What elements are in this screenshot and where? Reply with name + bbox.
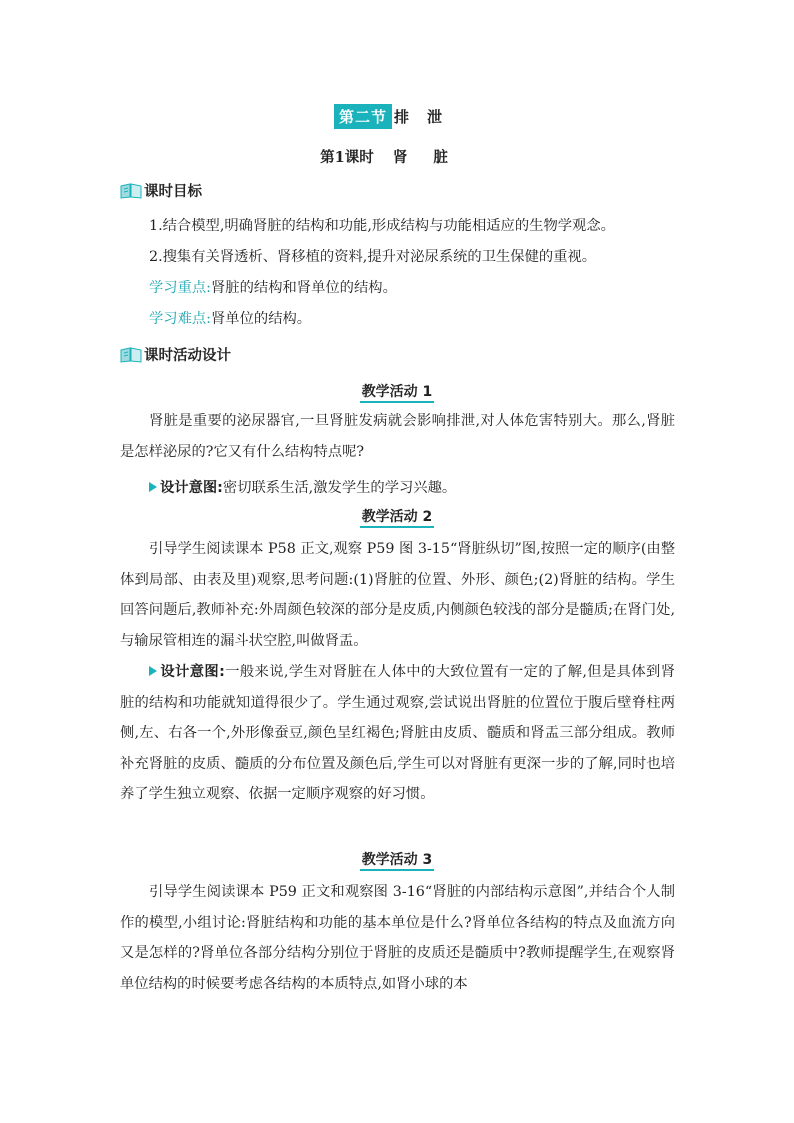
objectives-heading-text: 课时目标 (144, 184, 202, 200)
lesson-title (0, 146, 794, 167)
difficult-point (149, 304, 675, 335)
activity-3-text: 引导学生阅读课本 P59 正文和观察图 3-16“肾脏的内部结构示意图”,并结合个人制作的模型,小组讨论:肾脏结构和功能的基本单位是什么?肾单位各结构的特点及血流方向又是怎样的?肾单位各部分结构分别位于肾脏的皮质还是髓质中?教师提醒学生,在观察肾单位结构的时候要考虑各结构的本质特点,如肾小球的本 (120, 884, 675, 992)
key-point (149, 273, 675, 304)
difficult-point-label: 学习难点: (149, 311, 212, 327)
objectives-heading (120, 180, 202, 201)
key-point-text: 肾脏的结构和肾单位的结构。 (211, 280, 397, 296)
intent-label: 设计意图: (160, 480, 223, 496)
book-icon (120, 183, 142, 199)
lesson-name: 肾脏 (392, 149, 474, 166)
objective-item-1: 1.结合模型,明确肾脏的结构和功能,形成结构与功能相适应的生物学观念。 (149, 218, 615, 234)
activity-2-intent (120, 657, 675, 810)
triangle-bullet-icon (149, 666, 157, 676)
objective-item-2: 2.搜集有关肾透析、肾移植的资料,提升对泌尿系统的卫生保健的重视。 (149, 249, 597, 265)
section-title: 排泄 (394, 108, 461, 126)
activity-1-title: 教学活动 1 (0, 381, 794, 401)
intent-label: 设计意图: (160, 664, 225, 680)
design-heading-text: 课时活动设计 (144, 348, 231, 364)
lesson-number: 第1课时 (320, 149, 374, 166)
section-badge: 第二节 (334, 104, 392, 129)
activity-1-text: 肾脏是重要的泌尿器官,一旦肾脏发病就会影响排泄,对人体危害特别大。那么,肾脏是怎样泌尿的?它又有什么结构特点呢? (120, 413, 675, 460)
activity-3-title: 教学活动 3 (0, 849, 794, 869)
design-heading (120, 344, 231, 365)
difficult-point-text: 肾单位的结构。 (211, 311, 312, 327)
intent-text: 密切联系生活,激发学生的学习兴趣。 (222, 480, 457, 496)
intent-text: 一般来说,学生对肾脏在人体中的大致位置有一定的了解,但是具体到肾脏的结构和功能就知道得很少了。学生通过观察,尝试说出肾脏的位置位于腹后壁脊柱两侧,左、右各一个,外形像蚕豆,颜色呈红褐色;肾脏由皮质、髓质和肾盂三部分组成。教师补充肾脏的皮质、髓质的分布位置及颜色后,学生可以对肾脏有更深一步的了解,同时也培养了学生独立观察、依据一定顺序观察的好习惯。 (120, 664, 675, 802)
activity-2-text: 引导学生阅读课本 P58 正文,观察 P59 图 3-15“肾脏纵切”图,按照一定的顺序(由整体到局部、由表及里)观察,思考问题:(1)肾脏的位置、外形、颜色;(2)肾脏的结构。学生回答问题后,教师补充:外周颜色较深的部分是皮质,内侧颜色较浅的部分是髓质;在肾门处,与输尿管相连的漏斗状空腔,叫做肾盂。 (120, 541, 675, 649)
book-icon (120, 347, 142, 363)
activity-2-title: 教学活动 2 (0, 506, 794, 526)
section-heading (0, 104, 794, 129)
key-point-label: 学习重点: (149, 280, 212, 296)
activity-1-intent (149, 473, 675, 504)
triangle-bullet-icon (149, 482, 157, 492)
